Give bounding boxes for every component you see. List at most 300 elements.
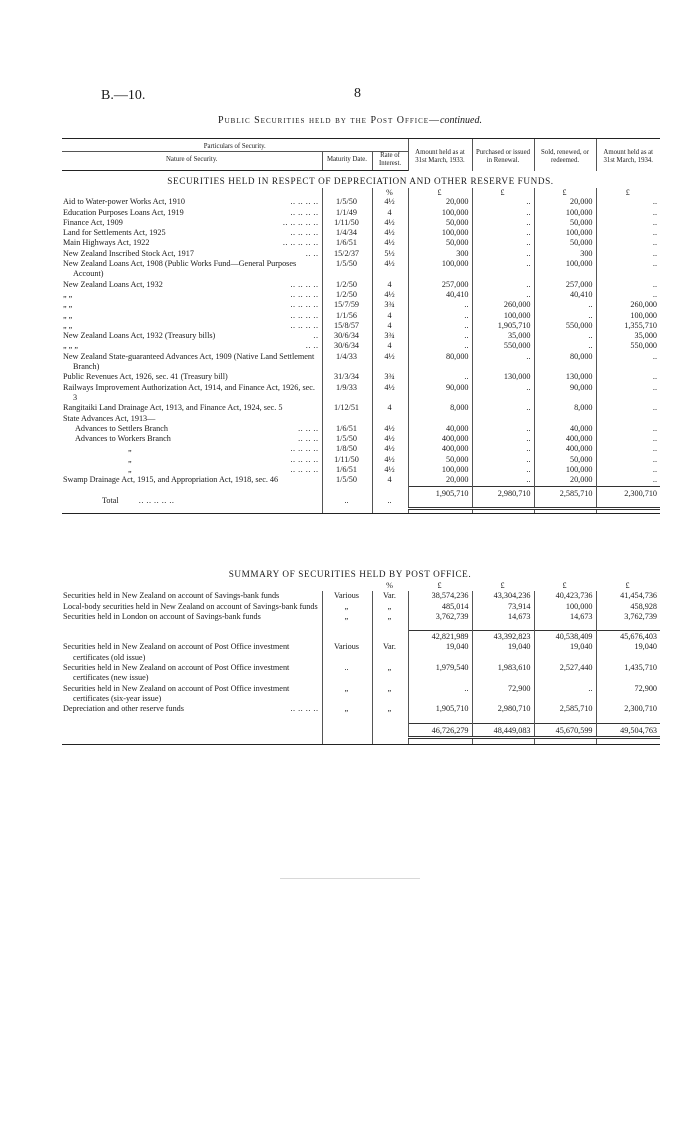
security-name: Securities held in New Zealand on account of Post Office investment certificates (six-year issue)	[63, 683, 290, 703]
amount-1933: 20,000	[408, 197, 472, 207]
security-name: New Zealand State-guaranteed Advances Act, 1909 (Native Land Settlement Branch)	[63, 351, 315, 372]
amount-1933: 50,000	[408, 218, 472, 228]
purchased: ..	[472, 228, 534, 238]
purchased: 19,040	[472, 642, 534, 663]
maturity-date: „	[322, 684, 372, 705]
security-name-cell	[62, 341, 322, 351]
amount-1933: 42,821,989	[408, 631, 472, 643]
total-amount-1934: 2,300,710	[596, 486, 660, 508]
maturity-date: 1/5/50	[322, 197, 372, 207]
security-name-cell	[62, 403, 322, 413]
interest-rate: 4	[372, 311, 408, 321]
amount-1934: ..	[596, 403, 660, 413]
interest-rate	[372, 414, 408, 424]
leader-dots: .. .. .. ..	[290, 228, 319, 238]
sold: 80,000	[534, 352, 596, 373]
sold: ..	[534, 311, 596, 321]
amount-1934: ..	[596, 249, 660, 259]
maturity-date: „	[322, 704, 372, 714]
unit-percent: %	[372, 188, 408, 197]
purchased: ..	[472, 424, 534, 434]
amount-1933: ..	[408, 331, 472, 341]
amount-1934	[596, 414, 660, 424]
security-name-cell	[62, 280, 322, 290]
table-row	[62, 218, 660, 228]
amount-1934: 2,300,710	[596, 704, 660, 714]
table-row	[62, 642, 660, 663]
purchased: ..	[472, 249, 534, 259]
sold: 300	[534, 249, 596, 259]
interest-rate: 5½	[372, 249, 408, 259]
sold: 50,000	[534, 218, 596, 228]
purchased: ..	[472, 465, 534, 475]
amount-1934: 550,000	[596, 341, 660, 351]
amount-1933: 40,410	[408, 290, 472, 300]
maturity-date: „	[322, 612, 372, 622]
sold: 50,000	[534, 455, 596, 465]
unit-pound: £	[596, 188, 660, 197]
amount-1934: 1,355,710	[596, 321, 660, 331]
security-name: „ „	[63, 310, 73, 320]
leader-dots: .. .. .. ..	[290, 444, 319, 454]
grand-total-row	[62, 723, 660, 737]
security-name: New Zealand Inscribed Stock Act, 1917	[63, 248, 194, 258]
interest-rate: 4½	[372, 383, 408, 404]
security-name-cell	[62, 414, 322, 424]
amount-1933: 46,726,279	[408, 723, 472, 737]
table-row	[62, 434, 660, 444]
interest-rate: 4½	[372, 228, 408, 238]
table-row	[62, 414, 660, 424]
amount-1933: 40,000	[408, 424, 472, 434]
sold: 8,000	[534, 403, 596, 413]
amount-1934: ..	[596, 352, 660, 373]
table-row	[62, 372, 660, 382]
security-name: Securities held in New Zealand on account of Post Office investment certificates (new issue)	[63, 663, 290, 683]
security-name: „ „	[63, 289, 73, 299]
total-amount-1933: 1,905,710	[408, 486, 472, 508]
sold: 100,000	[534, 228, 596, 238]
table-row	[62, 424, 660, 434]
col-rate: Rate of Interest.	[372, 152, 408, 171]
leader-dots: ..	[313, 331, 319, 341]
table-row	[62, 311, 660, 321]
sold: ..	[534, 331, 596, 341]
amount-1933: ..	[408, 300, 472, 310]
purchased: 260,000	[472, 300, 534, 310]
maturity-date: 30/6/34	[322, 331, 372, 341]
security-name-cell	[62, 197, 322, 207]
leader-dots: .. ..	[305, 341, 319, 351]
purchased: ..	[472, 197, 534, 207]
interest-rate: 4	[372, 321, 408, 331]
maturity-date: 1/6/51	[322, 424, 372, 434]
table-row	[62, 704, 660, 714]
amount-1934: ..	[596, 238, 660, 248]
purchased: 550,000	[472, 341, 534, 351]
table-row	[62, 280, 660, 290]
amount-1934: ..	[596, 424, 660, 434]
security-name: „	[128, 454, 132, 464]
sold: 40,538,409	[534, 631, 596, 643]
sold: 40,423,736	[534, 591, 596, 601]
amount-1933: 50,000	[408, 455, 472, 465]
interest-rate: 3¾	[372, 331, 408, 341]
sold: 2,585,710	[534, 704, 596, 714]
leader-dots: .. .. .. ..	[290, 704, 319, 714]
amount-1934: 260,000	[596, 300, 660, 310]
interest-rate: „	[372, 602, 408, 612]
security-name: Advances to Settlers Branch	[75, 423, 168, 433]
maturity-date: 1/2/50	[322, 280, 372, 290]
sold: 90,000	[534, 383, 596, 404]
amount-1934: 49,504,763	[596, 723, 660, 737]
sold: 14,673	[534, 612, 596, 622]
summary-title: SUMMARY OF SECURITIES HELD BY POST OFFICE.	[228, 569, 472, 579]
security-name-cell	[62, 383, 322, 404]
table-row	[62, 197, 660, 207]
sold: 20,000	[534, 475, 596, 486]
section-title: SECURITIES HELD IN RESPECT OF DEPRECIATION AND OTHER RESERVE FUNDS.	[167, 176, 554, 186]
amount-1933: 100,000	[408, 228, 472, 238]
amount-1933: ..	[408, 311, 472, 321]
maturity-date: 1/5/50	[322, 259, 372, 280]
purchased: 72,900	[472, 684, 534, 705]
security-name-cell	[62, 259, 322, 280]
amount-1933: ..	[408, 341, 472, 351]
amount-1933: 300	[408, 249, 472, 259]
amount-1933: ..	[408, 321, 472, 331]
summary-table	[62, 581, 660, 745]
leader-dots: .. ..	[305, 248, 319, 258]
security-name-cell	[62, 208, 322, 218]
amount-1933: 3,762,739	[408, 612, 472, 622]
maturity-date: 1/9/33	[322, 383, 372, 404]
amount-1933: 257,000	[408, 280, 472, 290]
purchased: 1,983,610	[472, 663, 534, 684]
maturity-date: 1/8/50	[322, 444, 372, 454]
leader-dots: .. .. .. ..	[290, 289, 319, 299]
maturity-date: 1/6/51	[322, 465, 372, 475]
page-title	[0, 115, 700, 126]
sold: 400,000	[534, 434, 596, 444]
amount-1933: 100,000	[408, 259, 472, 280]
security-name-cell	[62, 444, 322, 454]
security-name: Railways Improvement Authorization Act, 1914, and Finance Act, 1926, sec. 3	[63, 382, 315, 402]
interest-rate: 4	[372, 280, 408, 290]
security-name-cell	[62, 424, 322, 434]
table-row	[62, 403, 660, 413]
page-number: 8	[354, 86, 361, 101]
amount-1934: ..	[596, 372, 660, 382]
interest-rate: 4½	[372, 218, 408, 228]
unit-pound: £	[500, 581, 505, 590]
amount-1934: ..	[596, 383, 660, 404]
sold: 19,040	[534, 642, 596, 663]
table-row	[62, 591, 660, 601]
leader-dots: .. .. ..	[298, 434, 319, 444]
interest-rate: 4½	[372, 455, 408, 465]
interest-rate: 4½	[372, 259, 408, 280]
amount-1934: 458,928	[596, 602, 660, 612]
maturity-date: 1/12/51	[322, 403, 372, 413]
interest-rate: Var.	[372, 591, 408, 601]
table-row	[62, 228, 660, 238]
security-name-cell	[62, 300, 322, 310]
maturity-date: 15/7/59	[322, 300, 372, 310]
leader-dots: .. .. .. ..	[290, 300, 319, 310]
security-name: New Zealand Loans Act, 1932 (Treasury bills)	[63, 331, 216, 341]
total-label: Total	[102, 496, 119, 506]
col-particulars: Particulars of Security.	[62, 139, 408, 152]
purchased: 130,000	[472, 372, 534, 382]
purchased: ..	[472, 259, 534, 280]
sold: ..	[534, 341, 596, 351]
amount-1933: 100,000	[408, 465, 472, 475]
security-name-cell	[62, 455, 322, 465]
security-name-cell	[62, 352, 322, 373]
amount-1934: ..	[596, 228, 660, 238]
table-row	[62, 475, 660, 486]
page-title-text: Public Securities held by the Post Office—	[218, 115, 441, 126]
total-maturity: ..	[322, 486, 372, 508]
maturity-date: 1/5/50	[322, 475, 372, 486]
unit-pound: £	[437, 581, 442, 590]
security-name: „ „	[63, 320, 73, 330]
security-name-cell	[62, 238, 322, 248]
purchased: ..	[472, 290, 534, 300]
maturity-date: 1/1/49	[322, 208, 372, 218]
security-name: Securities held in New Zealand on account of Savings-bank funds	[63, 591, 280, 601]
leader-dots: .. .. .. ..	[290, 207, 319, 217]
amount-1933: 400,000	[408, 434, 472, 444]
amount-1933: 485,014	[408, 602, 472, 612]
security-name-cell	[62, 475, 322, 486]
sold: 550,000	[534, 321, 596, 331]
sold: 40,000	[534, 424, 596, 434]
security-name: New Zealand Loans Act, 1932	[63, 279, 163, 289]
maturity-date	[322, 414, 372, 424]
maturity-date: ..	[322, 663, 372, 684]
securities-table	[62, 138, 660, 514]
sold: 100,000	[534, 465, 596, 475]
amount-1933: 90,000	[408, 383, 472, 404]
amount-1934: 35,000	[596, 331, 660, 341]
security-name: „ „	[63, 300, 73, 310]
interest-rate: 3¾	[372, 372, 408, 382]
purchased: 73,914	[472, 602, 534, 612]
security-name-cell	[62, 228, 322, 238]
amount-1933: 1,905,710	[408, 704, 472, 714]
interest-rate: 4½	[372, 238, 408, 248]
sold: 257,000	[534, 280, 596, 290]
amount-1934: ..	[596, 475, 660, 486]
table-row	[62, 352, 660, 373]
security-name: Aid to Water-power Works Act, 1910	[63, 197, 185, 207]
interest-rate: 4½	[372, 352, 408, 373]
security-name-cell	[62, 591, 322, 601]
interest-rate: 4½	[372, 424, 408, 434]
purchased: 35,000	[472, 331, 534, 341]
table-row	[62, 321, 660, 331]
col-amount-1934: Amount held as at 31st March, 1934.	[596, 139, 660, 171]
purchased: 14,673	[472, 612, 534, 622]
table-row	[62, 465, 660, 475]
security-name: Depreciation and other reserve funds	[63, 704, 184, 714]
interest-rate: 4	[372, 208, 408, 218]
col-maturity: Maturity Date.	[322, 152, 372, 171]
security-name: Education Purposes Loans Act, 1919	[63, 207, 184, 217]
interest-rate: „	[372, 612, 408, 622]
interest-rate: Var.	[372, 642, 408, 663]
leader-dots: .. .. .. .. ..	[138, 496, 175, 506]
amount-1934: ..	[596, 455, 660, 465]
leader-dots: .. .. .. ..	[290, 320, 319, 330]
maturity-date: 1/6/51	[322, 238, 372, 248]
interest-rate: 3¾	[372, 300, 408, 310]
security-name-cell	[62, 684, 322, 705]
amount-1933: 19,040	[408, 642, 472, 663]
sold	[534, 414, 596, 424]
table-row	[62, 444, 660, 454]
total-rate: ..	[372, 486, 408, 508]
security-name: Land for Settlements Act, 1925	[63, 228, 166, 238]
interest-rate: 4½	[372, 290, 408, 300]
purchased: 1,905,710	[472, 321, 534, 331]
security-name-cell	[62, 465, 322, 475]
purchased: ..	[472, 444, 534, 454]
amount-1933: 20,000	[408, 475, 472, 486]
maturity-date: 1/11/50	[322, 455, 372, 465]
security-name: Swamp Drainage Act, 1915, and Appropriation Act, 1918, sec. 46	[63, 475, 279, 485]
amount-1933: ..	[408, 372, 472, 382]
total-purchased: 2,980,710	[472, 486, 534, 508]
total-label-cell	[62, 486, 322, 508]
table-row	[62, 663, 660, 684]
smudge-line	[280, 878, 420, 879]
leader-dots: .. .. .. .. ..	[282, 238, 319, 248]
table-row	[62, 249, 660, 259]
page-title-continued: continued.	[440, 115, 482, 126]
maturity-date: 31/3/34	[322, 372, 372, 382]
amount-1933	[408, 414, 472, 424]
security-name: Finance Act, 1909	[63, 217, 123, 227]
leader-dots: .. .. ..	[298, 423, 319, 433]
amount-1934: ..	[596, 197, 660, 207]
purchased: ..	[472, 434, 534, 444]
sold: 50,000	[534, 238, 596, 248]
security-name: „	[128, 444, 132, 454]
interest-rate: 4½	[372, 444, 408, 454]
security-name: New Zealand Loans Act, 1908 (Public Works Fund—General Purposes Account)	[63, 259, 297, 279]
amount-1933: 400,000	[408, 444, 472, 454]
maturity-date: Various	[322, 591, 372, 601]
security-name: Securities held in New Zealand on account of Post Office investment certificates (old issue)	[63, 642, 290, 662]
total-row	[62, 486, 660, 508]
amount-1933: ..	[408, 684, 472, 705]
col-nature: Nature of Security.	[62, 152, 322, 171]
interest-rate: „	[372, 704, 408, 714]
maturity-date: 15/2/37	[322, 249, 372, 259]
security-name-cell	[62, 321, 322, 331]
interest-rate: 4	[372, 341, 408, 351]
table-row	[62, 684, 660, 705]
maturity-date: 1/11/50	[322, 218, 372, 228]
unit-pound: £	[562, 581, 567, 590]
amount-1934: ..	[596, 465, 660, 475]
security-name: Rangitaiki Land Drainage Act, 1913, and Finance Act, 1924, sec. 5	[63, 403, 283, 413]
maturity-date: Various	[322, 642, 372, 663]
amount-1934: 100,000	[596, 311, 660, 321]
interest-rate: 4½	[372, 434, 408, 444]
purchased: 2,980,710	[472, 704, 534, 714]
security-name-cell	[62, 602, 322, 612]
interest-rate: 4	[372, 403, 408, 413]
maturity-date: 15/8/57	[322, 321, 372, 331]
security-name-cell	[62, 290, 322, 300]
unit-pound: £	[472, 188, 534, 197]
security-name-cell	[62, 249, 322, 259]
amount-1933: 100,000	[408, 208, 472, 218]
security-name-cell	[62, 311, 322, 321]
leader-dots: .. .. .. ..	[290, 197, 319, 207]
interest-rate: 4½	[372, 197, 408, 207]
amount-1933: 80,000	[408, 352, 472, 373]
amount-1933: 38,574,236	[408, 591, 472, 601]
purchased	[472, 414, 534, 424]
security-name: Main Highways Act, 1922	[63, 238, 150, 248]
total-sold: 2,585,710	[534, 486, 596, 508]
sold: 400,000	[534, 444, 596, 454]
table-row	[62, 259, 660, 280]
amount-1934: ..	[596, 218, 660, 228]
security-name-cell	[62, 612, 322, 622]
doc-reference: B.—10.	[101, 88, 146, 103]
unit-pound: £	[625, 581, 630, 590]
leader-dots: .. .. .. .. ..	[282, 217, 319, 227]
amount-1933: 8,000	[408, 403, 472, 413]
maturity-date: 30/6/34	[322, 341, 372, 351]
leader-dots: .. .. .. ..	[290, 279, 319, 289]
maturity-date: 1/1/56	[322, 311, 372, 321]
purchased: ..	[472, 208, 534, 218]
amount-1934: ..	[596, 444, 660, 454]
sold: 40,410	[534, 290, 596, 300]
leader-dots: .. .. .. ..	[290, 454, 319, 464]
sold: 45,670,599	[534, 723, 596, 737]
security-name: State Advances Act, 1913—	[63, 413, 156, 423]
security-name: Advances to Workers Branch	[75, 434, 171, 444]
purchased: 48,449,083	[472, 723, 534, 737]
maturity-date: 1/2/50	[322, 290, 372, 300]
col-sold: Sold, renewed, or redeemed.	[534, 139, 596, 171]
amount-1934: 41,454,736	[596, 591, 660, 601]
table-row	[62, 300, 660, 310]
table-row	[62, 290, 660, 300]
purchased: ..	[472, 238, 534, 248]
amount-1934: 19,040	[596, 642, 660, 663]
amount-1933: 1,979,540	[408, 663, 472, 684]
security-name-cell	[62, 704, 322, 714]
table-row	[62, 383, 660, 404]
security-name: Local-body securities held in New Zealand on account of Savings-bank funds	[63, 601, 318, 611]
purchased: ..	[472, 352, 534, 373]
security-name: Securities held in London on account of Savings-bank funds	[63, 611, 261, 621]
table-row	[62, 341, 660, 351]
purchased: ..	[472, 403, 534, 413]
security-name-cell	[62, 372, 322, 382]
table-row	[62, 331, 660, 341]
